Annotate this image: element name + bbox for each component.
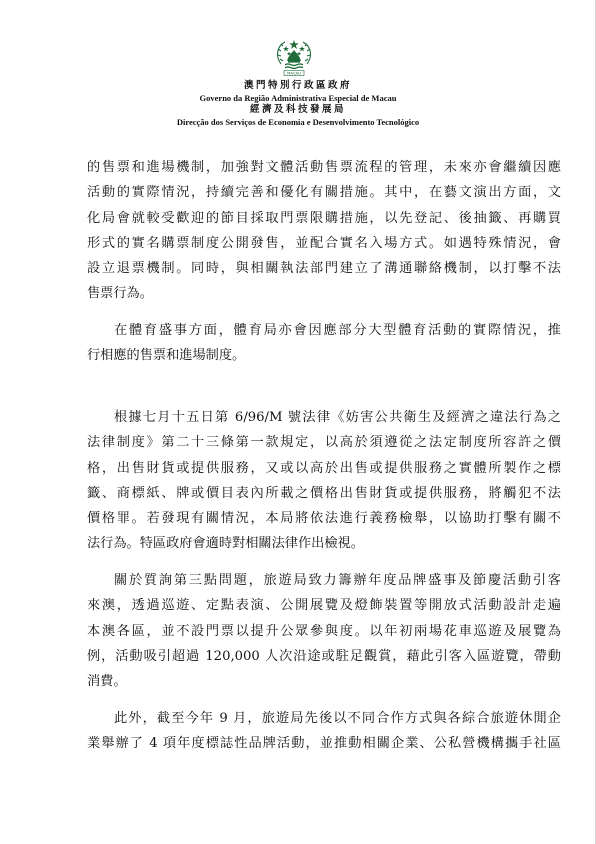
text-line: 例，活動吸引超過 120,000 人次沿途或駐足觀賞，藉此引客入區遊覽，帶動 <box>87 648 561 664</box>
text-line: 形式的實名購票制度公開發售，並配合實名入場方式。如遇特殊情況，會 <box>87 235 561 251</box>
text-line: 售票行為。 <box>87 286 153 302</box>
header-department-name-zh: 經濟及科技發展局 <box>249 104 346 115</box>
header-government-name-zh: 澳門特別行政區政府 <box>243 80 352 91</box>
text-line: 籤、商標紙、牌或價目表內所載之價格出售財貨或提供服務，將觸犯不法 <box>87 485 561 501</box>
header-government-name-pt: Governo da Região Administrativa Especial de Macau <box>199 93 397 103</box>
emblem-text: MACAU <box>287 70 301 76</box>
text-line: 本澳各區，並不設門票以提升公眾參與度。以年初兩場花車巡遊及展覽為 <box>87 623 561 639</box>
text-line: 化局會就較受歡迎的節目採取門票限購措施，以先登記、後抽籤、再購買 <box>87 210 561 226</box>
text-line: 法行為。特區政府會適時對相關法律作出檢視。 <box>87 536 364 552</box>
text-line: 消費。 <box>87 674 127 690</box>
paragraph-law-pricing <box>87 405 561 557</box>
text-line: 業舉辦了 4 項年度標誌性品牌活動，並推動相關企業、公私營機構攜手社區 <box>87 736 561 752</box>
text-line: 在體育盛事方面，體育局亦會因應部分大型體育活動的實際情況，推 <box>114 323 561 338</box>
text-line: 來澳，透過巡遊、定點表演、公開展覽及燈飾裝置等開放式活動設計走遍 <box>87 598 561 614</box>
text-line: 活動的實際情況，持續完善和優化有關措施。其中，在藝文演出方面，文 <box>87 185 561 201</box>
macau-emblem-icon <box>271 34 317 80</box>
paragraph-sports-events <box>87 318 561 369</box>
text-line: 價格罪。若發現有關情況，本局將依法進行義務檢舉，以協助打擊有關不 <box>87 511 561 527</box>
text-line: 設立退票機制。同時，與相關執法部門建立了溝通聯絡機制，以打擊不法 <box>87 261 561 277</box>
text-line: 此外，截至今年 9 月，旅遊局先後以不同合作方式與各綜合旅遊休閒企 <box>114 711 561 726</box>
text-line: 格，出售財貨或提供服務，又或以高於出售或提供服務之實體所製作之標 <box>87 460 561 476</box>
text-line: 行相應的售票和進場制度。 <box>87 348 246 364</box>
text-line: 關於質詢第三點問題，旅遊局致力籌辦年度品牌盛事及節慶活動引客 <box>114 573 561 588</box>
paragraph-brand-activities <box>87 706 561 757</box>
paragraph-ticketing-mechanism <box>87 155 561 307</box>
paragraph-tourism-events <box>87 568 561 694</box>
text-line: 根據七月十五日第 6/96/M 號法律《妨害公共衛生及經濟之違法行為之 <box>114 410 561 425</box>
text-line: 法律制度》第二十三條第一款規定，以高於須遵從之法定制度所容許之價 <box>87 435 561 451</box>
text-line: 的售票和進場機制，加強對文體活動售票流程的管理，未來亦會繼續因應 <box>87 160 561 175</box>
header-department-name-pt: Direcção dos Serviços de Economia e Desenvolvimento Tecnológico <box>176 117 420 127</box>
